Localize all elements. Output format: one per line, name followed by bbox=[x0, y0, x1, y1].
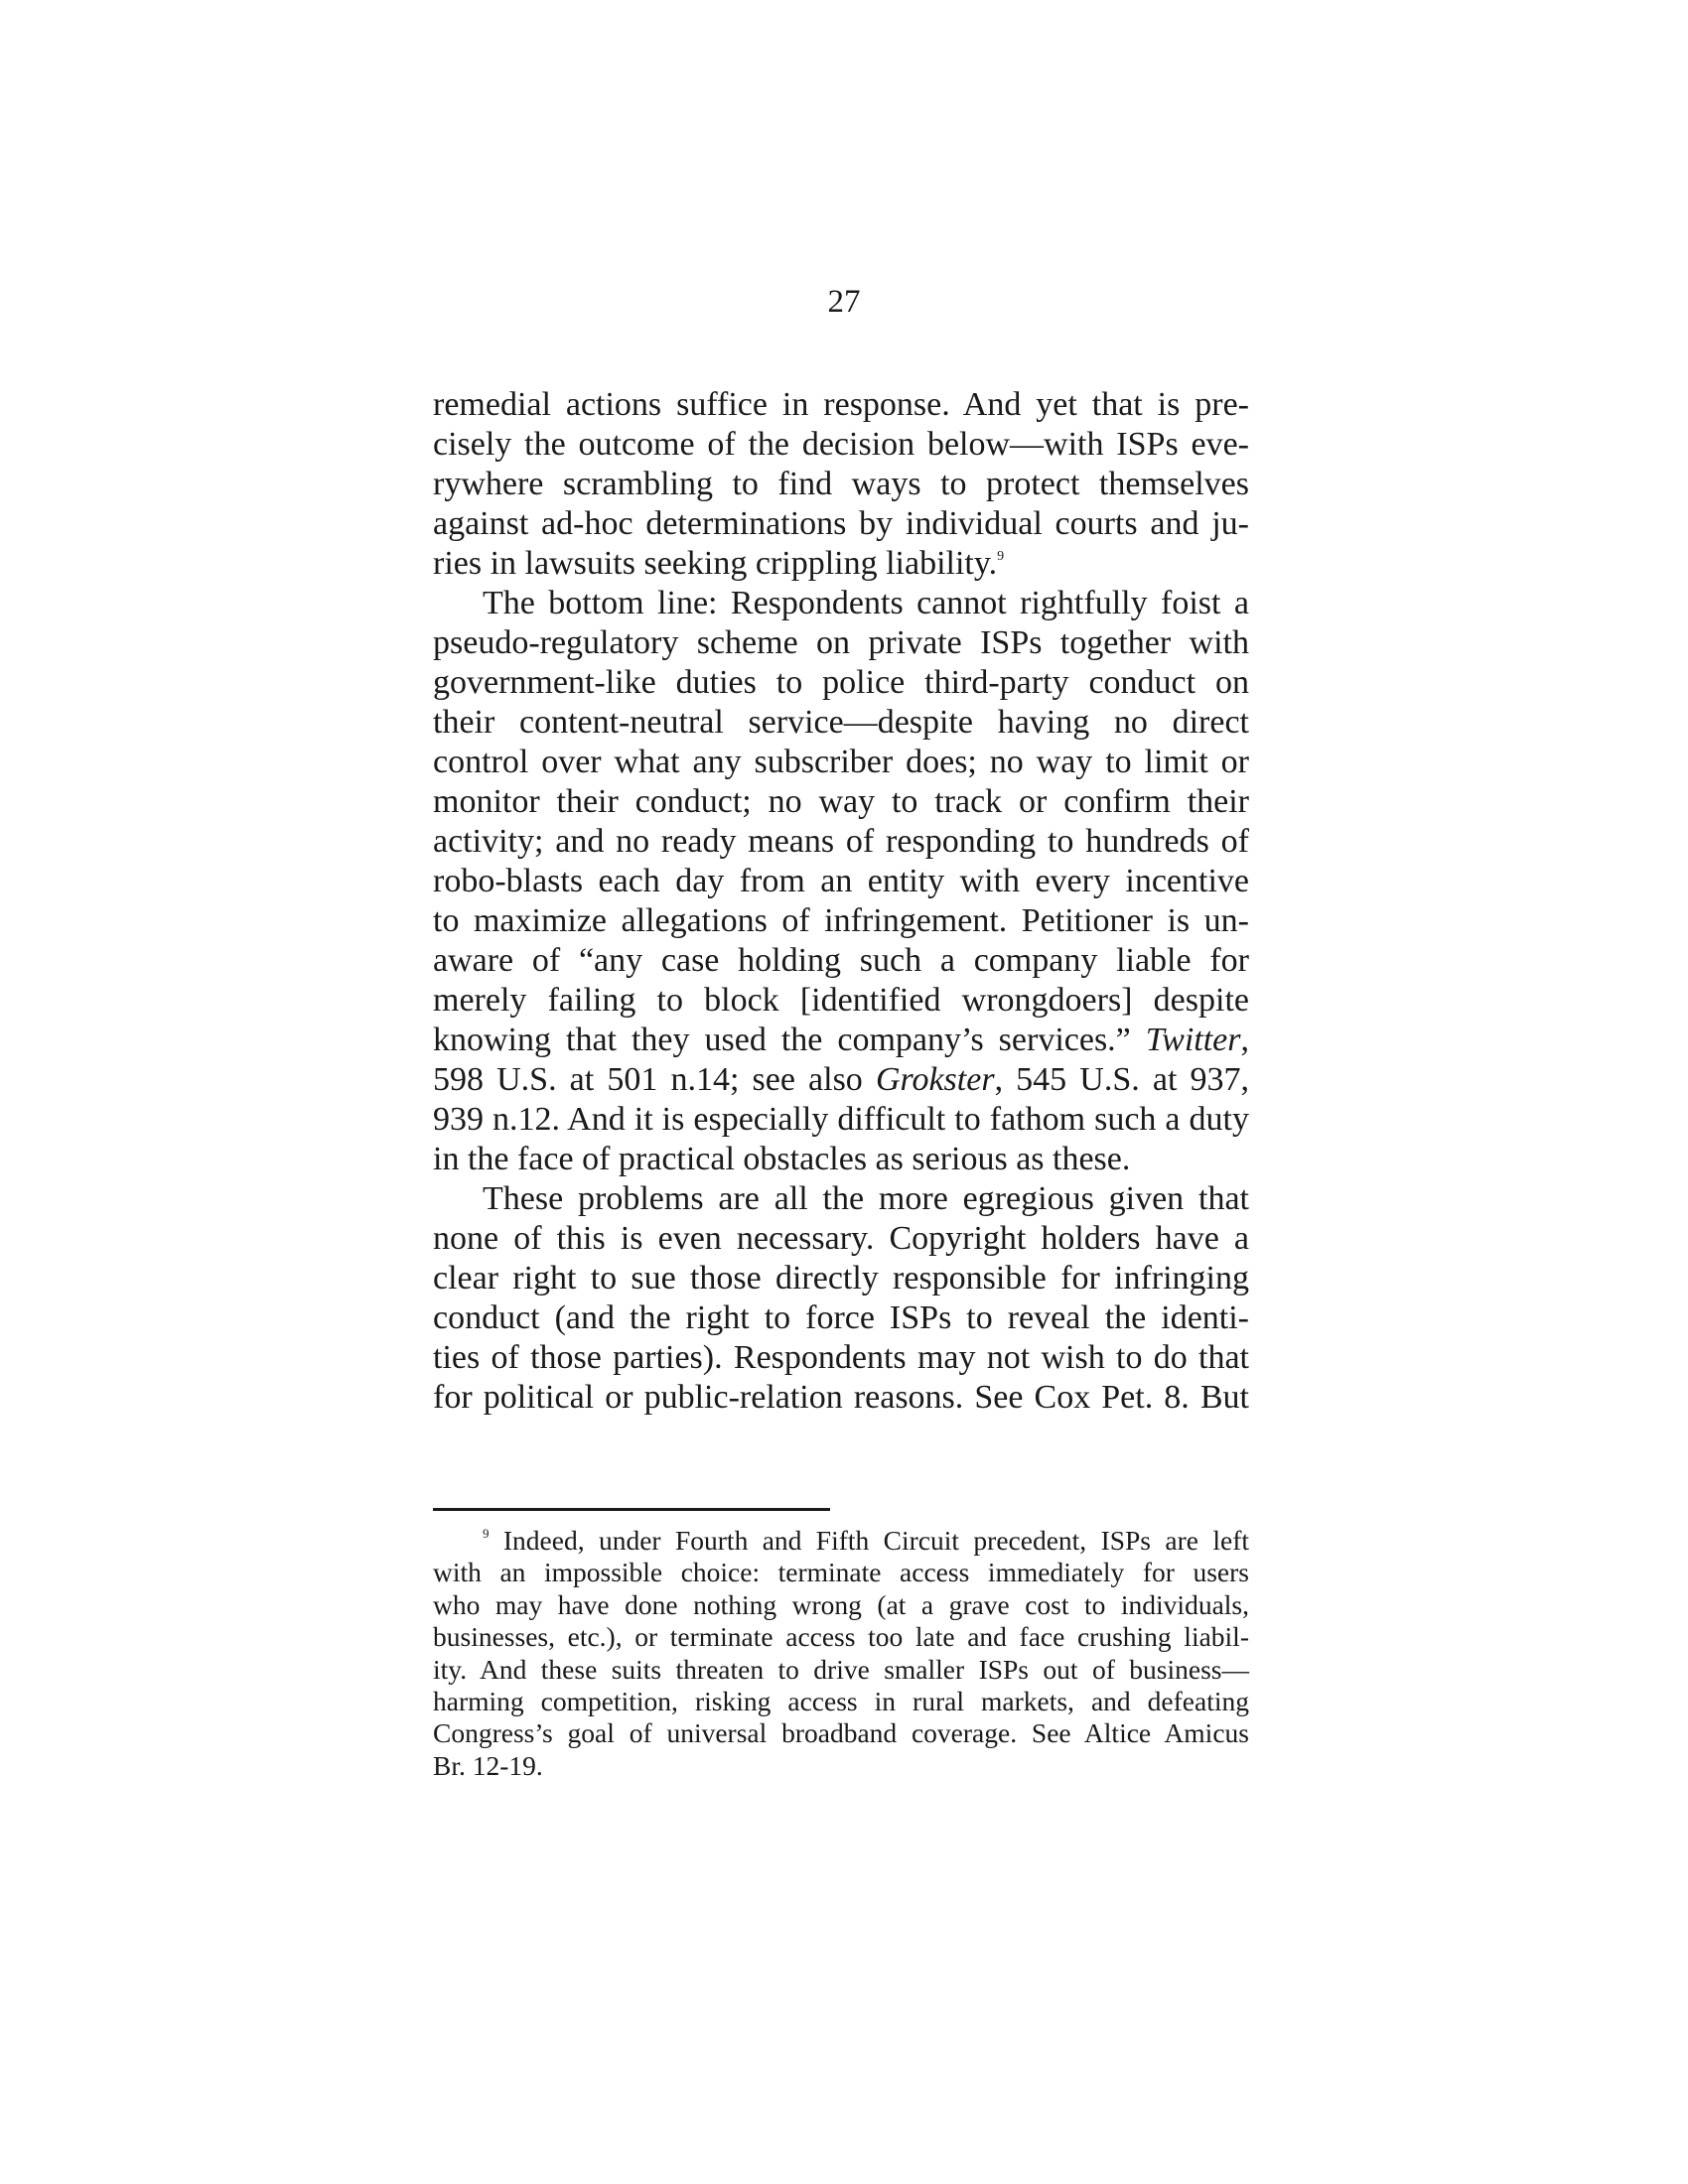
body-line: none of this is even necessary. Copyright holders have a bbox=[433, 1220, 1249, 1257]
body-line: clear right to sue those directly responsible for infringing bbox=[433, 1260, 1249, 1297]
body-line: control over what any subscriber does; no way to limit or bbox=[433, 744, 1249, 780]
body-line: merely failing to block [identified wrongdoers] despite bbox=[433, 982, 1249, 1019]
footnote-9 bbox=[433, 1525, 1249, 1782]
footnote-line: Congress’s goal of universal broadband coverage. See Altice Amicus bbox=[433, 1717, 1249, 1749]
footnote-line: harming competition, risking access in rural markets, and defeating bbox=[433, 1685, 1249, 1716]
footnote-divider bbox=[433, 1508, 830, 1511]
citation-text: , 545 U.S. at 937, bbox=[994, 1061, 1250, 1098]
footnote-reference[interactable]: 9 bbox=[997, 549, 1005, 564]
body-line bbox=[433, 544, 1249, 584]
body-line: for political or public-relation reasons. See Cox Pet. 8. But bbox=[433, 1379, 1249, 1416]
body-line: activity; and no ready means of responding to hundreds of bbox=[433, 823, 1249, 860]
body-line: government-like duties to police third-party conduct on bbox=[433, 664, 1249, 701]
body-text bbox=[433, 385, 1249, 1418]
case-name-grokster: Grokster bbox=[875, 1061, 995, 1098]
body-line: conduct (and the right to force ISPs to reveal the identi- bbox=[433, 1299, 1249, 1336]
footnote-marker: 9 bbox=[483, 1526, 490, 1541]
body-line-text: ries in lawsuits seeking crippling liability. bbox=[433, 545, 998, 582]
body-line: to maximize allegations of infringement. Petitioner is un- bbox=[433, 902, 1249, 939]
body-line: These problems are all the more egregious given that bbox=[483, 1180, 1249, 1217]
body-line: remedial actions suffice in response. And yet that is pre- bbox=[433, 386, 1249, 423]
footnote-line: Br. 12-19. bbox=[433, 1749, 543, 1781]
body-line: The bottom line: Respondents cannot rightfully foist a bbox=[483, 585, 1249, 621]
footnote-line bbox=[433, 1525, 1249, 1557]
citation-punct: , bbox=[1240, 1022, 1250, 1058]
citation-text: 598 U.S. at 501 n.14; see also bbox=[433, 1061, 863, 1098]
body-line: rywhere scrambling to find ways to protect themselves bbox=[433, 466, 1249, 502]
body-line bbox=[433, 1021, 1249, 1060]
paragraph-1 bbox=[433, 385, 1249, 584]
footnote-line-text: Indeed, under Fourth and Fifth Circuit precedent, ISPs are left bbox=[502, 1525, 1250, 1556]
footnote-line: with an impossible choice: terminate access immediately for users bbox=[433, 1557, 1249, 1588]
paragraph-2 bbox=[433, 584, 1249, 1179]
body-line: ties of those parties). Respondents may not wish to do that bbox=[433, 1339, 1249, 1376]
body-line: cisely the outcome of the decision below—with ISPs eve- bbox=[433, 426, 1249, 463]
body-line: monitor their conduct; no way to track or confirm their bbox=[433, 783, 1249, 820]
page-number: 27 bbox=[827, 284, 861, 320]
footnote-line: ity. And these suits threaten to drive smaller ISPs out of business— bbox=[433, 1653, 1249, 1685]
body-line: pseudo-regulatory scheme on private ISPs together with bbox=[433, 624, 1249, 661]
body-line: aware of “any case holding such a company liable for bbox=[433, 942, 1249, 979]
case-name-twitter: Twitter bbox=[1145, 1022, 1241, 1058]
body-line: their content-neutral service—despite having no direct bbox=[433, 704, 1249, 741]
footnote-line: businesses, etc.), or terminate access too late and face crushing liabil- bbox=[433, 1621, 1249, 1653]
paragraph-3 bbox=[433, 1179, 1249, 1418]
body-line: robo-blasts each day from an entity with every incentive bbox=[433, 863, 1249, 899]
body-line: 939 n.12. And it is especially difficult to fathom such a duty bbox=[433, 1101, 1249, 1138]
body-line: against ad-hoc determinations by individual courts and ju- bbox=[433, 505, 1249, 542]
footnote-line: who may have done nothing wrong (at a grave cost to individuals, bbox=[433, 1588, 1249, 1620]
body-line bbox=[433, 1060, 1249, 1100]
citation-text: knowing that they used the company’s services.” bbox=[433, 1022, 1131, 1058]
body-line: in the face of practical obstacles as serious as these. bbox=[433, 1141, 1131, 1177]
